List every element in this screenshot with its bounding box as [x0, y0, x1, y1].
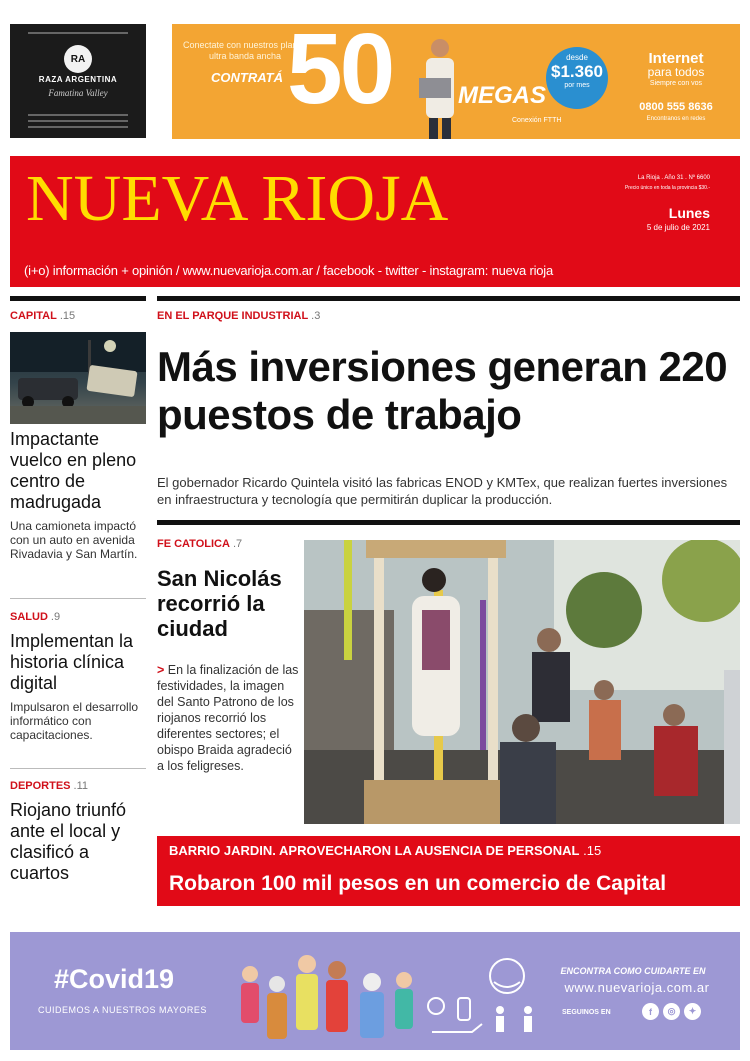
- edition-date: 5 de julio de 2021: [646, 223, 710, 232]
- banner-cta: ENCONTRA COMO CUIDARTE EN: [560, 966, 706, 976]
- second-section-label: [157, 538, 242, 550]
- page-ref: .15: [59, 310, 76, 322]
- page-ref: .3: [311, 310, 321, 322]
- ad-fine-print: [28, 32, 128, 34]
- bullet-arrow-icon: >: [157, 663, 165, 677]
- sidebar-summary: Impulsaron el desarrollo informático con capacitaciones.: [10, 700, 139, 742]
- sidebar-story-capital-text[interactable]: [10, 429, 146, 561]
- masthead: [10, 156, 740, 287]
- ad-logo-icon: RA: [64, 45, 92, 73]
- breaking-story-box[interactable]: [157, 836, 740, 906]
- divider: [10, 296, 146, 301]
- instagram-icon[interactable]: ◎: [663, 1003, 680, 1020]
- prevention-icons: [422, 954, 542, 1044]
- sidebar-headline[interactable]: Riojano triunfó ante el local y clasificó a cuartos: [10, 800, 127, 883]
- banner-follow: SEGUINOS EN: [562, 1009, 611, 1016]
- breaking-headline[interactable]: Robaron 100 mil pesos en un comercio de Capital: [169, 872, 667, 895]
- masked-family-icon: [232, 946, 422, 1046]
- newspaper-title[interactable]: NUEVA RIOJA: [26, 162, 449, 235]
- lead-headline[interactable]: Más inversiones generan 220 puestos de trabajo: [157, 343, 728, 438]
- sidebar-headline[interactable]: Impactante vuelco en pleno centro de madrugada: [10, 429, 137, 512]
- ad-fine-print: [28, 126, 128, 128]
- edition-info: [590, 173, 710, 232]
- section-name: SALUD: [10, 611, 48, 623]
- ad-brand: RAZA ARGENTINA: [38, 75, 118, 84]
- sidebar-story-salud[interactable]: [10, 611, 146, 742]
- second-body: [157, 662, 300, 774]
- ad-provider-line1: Internet: [648, 50, 704, 67]
- ad-price: $1.360: [551, 62, 603, 81]
- section-label: [10, 611, 146, 623]
- lead-summary: El gobernador Ricardo Quintela visitó las fabricas ENOD y KMTex, que realizan fuertes inversiones en infraestructura y tecnología que permitirán duplicar la producción.: [157, 475, 728, 507]
- lead-section-label: [157, 310, 320, 322]
- divider: [157, 296, 740, 301]
- twitter-icon[interactable]: ✦: [684, 1003, 701, 1020]
- page-ref: .11: [73, 780, 88, 792]
- photo-procession: [304, 540, 740, 824]
- section-label: [10, 780, 146, 792]
- ad-provider-line2: para todos: [647, 65, 705, 79]
- ad-intro: Conectate con nuestros planes ultra banda ancha: [182, 40, 308, 61]
- ad-price-period: por mes: [564, 82, 590, 89]
- ad-price-badge: [546, 47, 608, 109]
- edition-day: Lunes: [668, 205, 710, 221]
- ad-provider-line3: Siempre con vos: [649, 80, 703, 87]
- divider: [10, 598, 146, 599]
- ad-price-from: desde: [566, 53, 588, 62]
- ad-phone: 0800 555 8636: [639, 101, 713, 113]
- section-name: FE CATOLICA: [157, 538, 230, 550]
- ad-internet[interactable]: [172, 24, 740, 139]
- section-name: EN EL PARQUE INDUSTRIAL: [157, 310, 309, 322]
- covid-banner[interactable]: [10, 932, 740, 1050]
- ad-script: Famatina Valley: [48, 88, 108, 98]
- divider: [157, 520, 740, 525]
- page-ref: .15: [583, 843, 602, 858]
- banner-slogan: CUIDEMOS A NUESTROS MAYORES: [38, 1005, 207, 1015]
- banner-hashtag: #Covid19: [54, 964, 175, 994]
- sidebar-story-capital[interactable]: [10, 310, 146, 322]
- section-label: [10, 310, 146, 322]
- sidebar-summary: Una camioneta impactó con un auto en avenida Rivadavia y San Martín.: [10, 519, 138, 561]
- section-name: CAPITAL: [10, 310, 57, 322]
- masthead-tagline[interactable]: (i+o) información + opinión / www.nuevarioja.com.ar / facebook - twitter - instagram: nueva rioja: [24, 263, 554, 278]
- page-ref: .7: [232, 538, 243, 550]
- ad-provider: [622, 50, 730, 122]
- facebook-icon[interactable]: f: [642, 1003, 659, 1020]
- photo-overturned-truck: [10, 332, 146, 424]
- ad-speed: 50: [287, 24, 393, 125]
- section-name: DEPORTES: [10, 780, 71, 792]
- kicker-text: BARRIO JARDIN. APROVECHARON LA AUSENCIA DE PERSONAL: [169, 843, 580, 858]
- ad-cta: CONTRATÁ: [211, 70, 283, 85]
- ad-speed-unit: MEGAS: [458, 82, 547, 109]
- ad-raza-argentina[interactable]: [10, 24, 146, 138]
- edition-number: La Rioja . Año 31 . Nº 6600: [637, 175, 710, 181]
- divider: [10, 768, 146, 769]
- sidebar-headline[interactable]: Implementan la historia clínica digital: [10, 631, 134, 693]
- second-body-text: En la finalización de las festividades, la imagen del Santo Patrono de los riojanos recorrió los diferentes sectores; el obispo Braida agradeció a los feligreses.: [157, 663, 299, 773]
- ad-fine: Encontranos en redes: [646, 116, 706, 122]
- banner-url[interactable]: www.nuevarioja.com.ar: [564, 980, 710, 995]
- ad-fine-print: [28, 114, 128, 116]
- ad-tech: Conexión FTTH: [512, 117, 562, 124]
- price-note: Precio único en toda la provincia $30.-: [624, 185, 710, 191]
- sidebar-story-deportes[interactable]: [10, 780, 146, 884]
- page-ref: .9: [50, 611, 61, 623]
- second-headline[interactable]: San Nicolás recorrió la ciudad: [157, 566, 282, 641]
- ad-fine-print: [28, 120, 128, 122]
- breaking-kicker: [169, 843, 601, 858]
